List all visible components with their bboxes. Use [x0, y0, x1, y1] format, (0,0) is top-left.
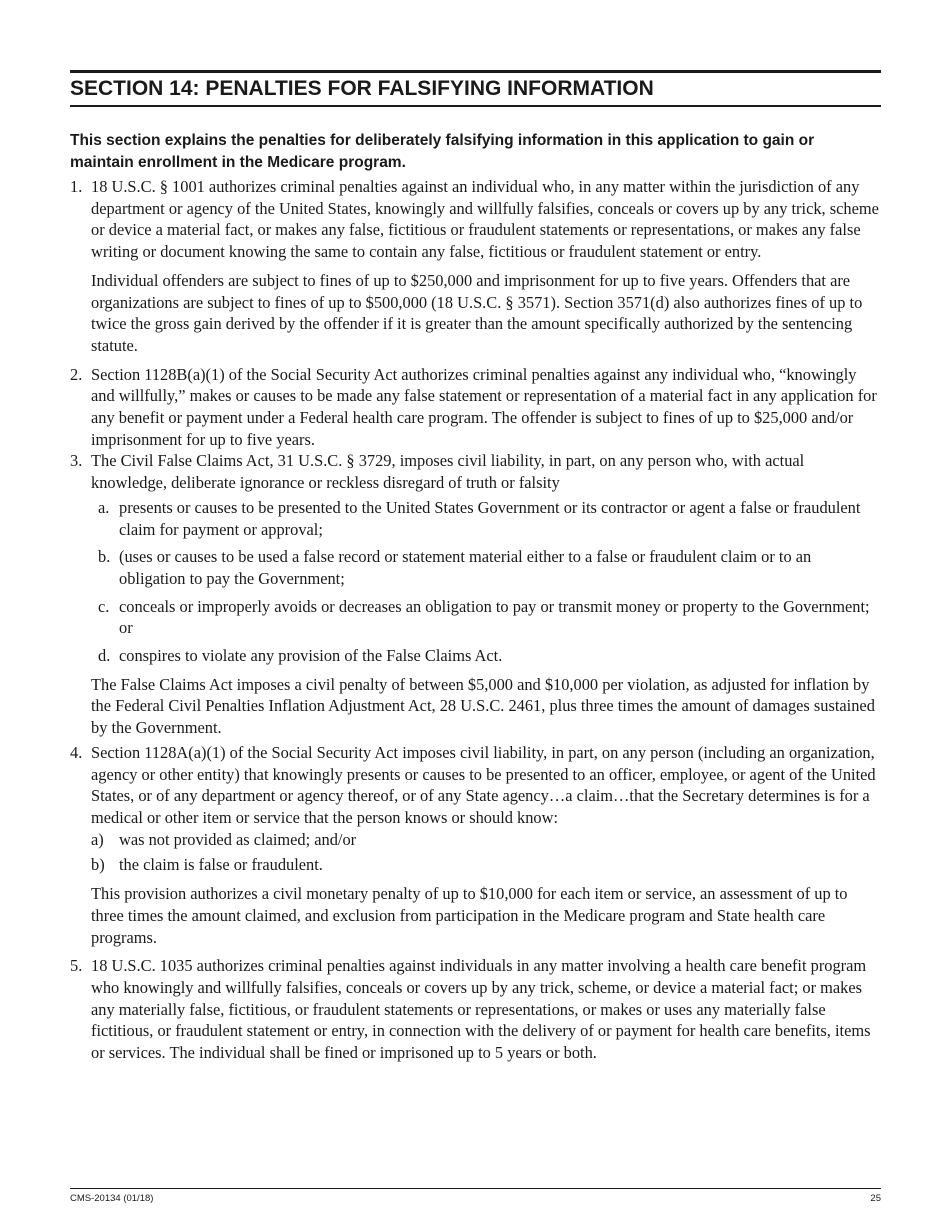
item-text: 18 U.S.C. § 1001 authorizes criminal penalties against an individual who, in any matter within the jurisdiction of any department or agency of the United States, knowingly and willfully falsifies, conceals or covers up by any trick, scheme or device a material fact, or makes any false, fictitious or fraudulent statements or representations, or makes any false writing or document knowing the same to contain any false, fictitious or fraudulent statement or entry. [91, 177, 879, 262]
penalty-list [70, 176, 881, 1064]
section-intro: This section explains the penalties for deliberately falsifying information in this application to gain or maintain enrollment in the Medicare program. [70, 132, 815, 171]
sub-item-text: conceals or improperly avoids or decreases an obligation to pay or transmit money or property to the Government; or [119, 596, 870, 638]
item-number: 3. [70, 451, 83, 471]
sub-item-b [91, 854, 881, 876]
page-number: 25 [870, 1193, 881, 1204]
sub-item-letter: a) [91, 829, 104, 849]
document-page [70, 70, 881, 1064]
item-text: 18 U.S.C. 1035 authorizes criminal penalties against individuals in any matter involving a health care benefit program who knowingly and willfully falsifies, conceals or covers up by any trick, scheme, or device a material fact; or makes any materially false, fictitious, or fraudulent statements or representations, or makes or uses any materially false fictitious, or fraudulent statement or entry, in connection with the delivery of or payment for health care benefits, items or services. The individual shall be fined or imprisoned up to 5 years or both. [91, 956, 871, 1063]
list-item-1 [70, 176, 881, 357]
sub-item-letter: b. [98, 547, 111, 567]
sub-item-c [91, 596, 881, 639]
item-paragraph: Individual offenders are subject to fines of up to $250,000 and imprisonment for up to five years. Offenders that are organizations are subject to fines of up to $500,000 (18 U.S.C. § 3571). Section 3571(d) also authorizes fines of up to twice the gross gain derived by the offender if it is greater than the amount specifically authorized by the sentencing statute. [91, 270, 863, 355]
sub-item-b [91, 546, 881, 589]
form-id: CMS-20134 (01/18) [70, 1193, 154, 1204]
sub-item-d [91, 645, 881, 667]
sub-item-a [91, 829, 881, 851]
item-number: 4. [70, 742, 83, 762]
item-number: 1. [70, 177, 83, 196]
sub-item-letter: d. [98, 646, 111, 666]
sub-item-text: was not provided as claimed; and/or [119, 829, 357, 849]
item-number: 2. [70, 364, 83, 384]
item-paragraph: This provision authorizes a civil monetary penalty of up to $10,000 for each item or service, an assessment of up to three times the amount claimed, and exclusion from participation in the Medicare program and State health care programs. [91, 884, 848, 947]
list-item-3 [70, 450, 881, 738]
sub-item-text: conspires to violate any provision of the False Claims Act. [119, 646, 503, 666]
section-title: SECTION 14: PENALTIES FOR FALSIFYING INFORMATION [70, 77, 654, 100]
sub-item-text: presents or causes to be presented to the United States Government or its contractor or agent a false or fraudulent claim for payment or approval; [119, 497, 861, 539]
list-item-2 [70, 364, 881, 451]
sub-item-letter: c. [98, 596, 110, 616]
page-footer [70, 1188, 881, 1204]
title-bottom-rule [70, 105, 881, 107]
list-item-4 [70, 742, 881, 948]
sub-item-a [91, 497, 881, 540]
item-text: Section 1128A(a)(1) of the Social Security Act imposes civil liability, in part, on any person (including an organization, agency or other entity) that knowingly presents or causes to be presented to an officer, employee, or agent of the United States, or of any department or agency thereof, or of any State agency…a claim…that the Secretary determines is for a medical or other item or service that the person knows or should know: [91, 742, 876, 827]
item-text: The Civil False Claims Act, 31 U.S.C. § 3729, imposes civil liability, in part, on any person who, with actual knowledge, deliberate ignorance or reckless disregard of truth or falsity [91, 451, 805, 493]
sub-item-letter: a. [98, 497, 110, 517]
item-number: 5. [70, 956, 83, 976]
sub-item-text: (uses or causes to be used a false record or statement material either to a false or fraudulent claim or to an obligation to pay the Government; [119, 547, 812, 588]
sub-item-letter: b) [91, 855, 105, 875]
item-paragraph: The False Claims Act imposes a civil penalty of between $5,000 and $10,000 per violation, as adjusted for inflation by the Federal Civil Penalties Inflation Adjustment Act, 28 U.S.C. 2461, plus three times the amount of damages sustained by the Government. [91, 674, 875, 738]
sub-item-text: the claim is false or fraudulent. [119, 855, 323, 875]
item-text: Section 1128B(a)(1) of the Social Security Act authorizes criminal penalties against any individual who, “knowingly and willfully,” makes or causes to be made any false statement or representation of a material fact in any application for any benefit or payment under a Federal health care program. The offender is subject to fines of up to $25,000 and/or imprisonment for up to five years. [91, 364, 877, 449]
list-item-5 [70, 955, 881, 1064]
